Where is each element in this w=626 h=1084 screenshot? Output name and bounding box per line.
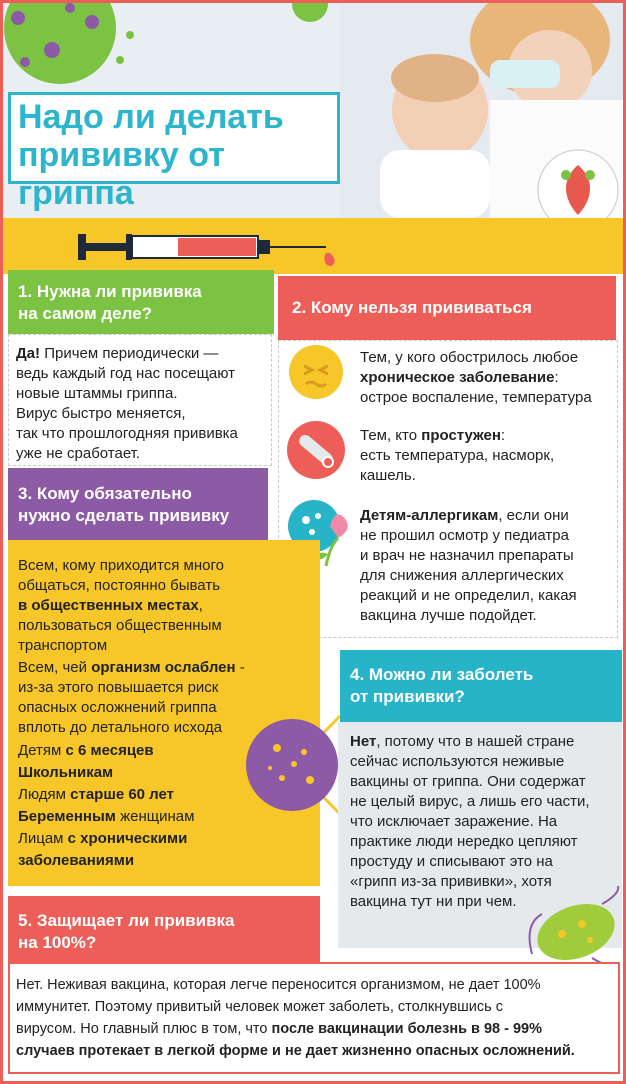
section2-item3 [360, 506, 616, 626]
section3-heading [18, 483, 229, 527]
section1-line-6: уже не сработает. [16, 445, 141, 462]
section3-p1-line2: общаться, постоянно бывать [18, 577, 221, 594]
doctor-child-photo [340, 0, 626, 218]
section3-b1-plain: Детям [18, 742, 66, 759]
section4-line7: простуду и списывают это на [350, 853, 553, 870]
section2-item2-colon: : [500, 427, 506, 444]
title-line-1: Надо ли делать [18, 98, 284, 136]
section4-line6: практике люди нередко цепляют [350, 833, 578, 850]
section1-line-4: Вирус быстро меняется, [16, 405, 186, 422]
section2-item3-line6: вакцина лучше подойдет. [360, 607, 537, 624]
section5-body [16, 974, 618, 1062]
section2-item3-line2: не прошил осмотр у педиатра [360, 527, 569, 544]
section2-item3-line5: реакций и не определил, какая [360, 587, 577, 604]
section5-heading [18, 910, 234, 954]
section2-item2-bold: простужен [421, 427, 501, 444]
section4-heading [350, 664, 533, 708]
section2-item2 [360, 426, 616, 486]
section5-line1: Нет. Неживая вакцина, которая легче переносится организмом, не дает 100% [16, 977, 541, 993]
section3-b4-rest: женщинам [115, 808, 195, 825]
section3-p2-line2: из-за этого повышается риск [18, 679, 219, 696]
section2-item1-colon: : [554, 369, 559, 386]
section3-b4-bold: Беременным [18, 808, 116, 825]
section1-body [16, 344, 272, 464]
section2-item2-line3: кашель. [360, 467, 416, 484]
section5-heading-line-2: на 100%? [18, 933, 97, 952]
section1-lead: Да! [16, 345, 41, 362]
section3-b3-plain: Людям [18, 786, 71, 803]
virus-small-icon [290, 0, 330, 30]
section1-heading [18, 281, 202, 325]
syringe-icon [78, 228, 348, 272]
section5-heading-line-1: 5. Защищает ли прививка [18, 911, 235, 930]
section4-line1-rest: , потому что в нашей стране [376, 733, 575, 750]
section3-p2-dash: - [235, 659, 245, 676]
section3-b3-bold: старше 60 лет [70, 786, 175, 803]
section2-item3-line3: и врач не назначил препараты [360, 547, 574, 564]
section3-b6-bold: заболеваниями [18, 852, 135, 869]
section5-line3-bold: после вакцинации болезнь в 98 - 99% [271, 1021, 543, 1037]
section3-p2-bold: организм ослаблен [91, 659, 236, 676]
section4-line4: не целый вирус, а лишь его части, [350, 793, 590, 810]
section3-b5-bold: с хроническими [67, 830, 188, 847]
section2-item3-rest: , если они [498, 507, 569, 524]
section4-heading-line-2: от прививки? [350, 687, 465, 706]
section2-item1-line3: острое воспаление, температура [360, 389, 592, 406]
sick-face-icon [288, 344, 344, 400]
section2-item1 [360, 348, 616, 408]
section2-item2-line2: есть температура, насморк, [360, 447, 555, 464]
section1-line-3: новые штаммы гриппа. [16, 385, 178, 402]
section5-line2: иммунитет. Поэтому привитый человек может заболеть, столкнувшись с [16, 999, 503, 1015]
title-line-2: прививку от гриппа [18, 136, 225, 212]
section4-heading-line-1: 4. Можно ли заболеть [350, 665, 534, 684]
section3-b5-plain: Лицам [18, 830, 68, 847]
section2-item3-bold: Детям-аллергикам [360, 507, 499, 524]
section3-heading-line-1: 3. Кому обязательно [18, 484, 192, 503]
virus-top-left-icon [0, 0, 160, 90]
section3-p1-line1: Всем, кому приходится много [18, 557, 224, 574]
thermometer-icon [286, 420, 346, 480]
section5-line3-plain: вирусом. Но главный плюс в том, что [16, 1021, 272, 1037]
section1-heading-line-1: 1. Нужна ли прививка [18, 282, 202, 301]
section3-p1-line4: пользоваться общественным [18, 617, 222, 634]
section3-p2-plain: Всем, чей [18, 659, 92, 676]
section4-line5: что исключает заражение. На [350, 813, 558, 830]
section4-line2: сейчас используются неживые [350, 753, 565, 770]
page-title [18, 98, 338, 212]
section2-item2-plain: Тем, кто [360, 427, 422, 444]
section4-line8: «грипп из-за прививки», хотя [350, 873, 552, 890]
section1-line-5: так что прошлогодняя прививка [16, 425, 238, 442]
section3-b2-bold: Школьникам [18, 764, 114, 781]
section3-heading-line-2: нужно сделать прививку [18, 506, 230, 525]
section3-b1-bold: с 6 месяцев [65, 742, 154, 759]
section3-p1-bold: в общественных местах [18, 597, 199, 614]
section5-line4-bold: случаев протекает в легкой форме и не дает жизненно опасных осложнений. [16, 1043, 575, 1059]
section3-p2-line4: вплоть до летального исхода [18, 719, 222, 736]
section3-p1-line5: транспортом [18, 637, 108, 654]
section1-line-2: ведь каждый год нас посещают [16, 365, 236, 382]
section2-item1-line1: Тем, у кого обострилось любое [360, 349, 579, 366]
section1-line-1: Причем периодически — [40, 345, 219, 362]
section2-item1-bold: хроническое заболевание [360, 369, 555, 386]
section3-p2-line3: опасных осложнений гриппа [18, 699, 217, 716]
section4-lead: Нет [350, 733, 377, 750]
section2-item3-line4: для снижения аллергических [360, 567, 564, 584]
section3-p1-comma: , [198, 597, 203, 614]
bacteria-icon [522, 884, 622, 970]
section1-heading-line-2: на самом деле? [18, 304, 153, 323]
section3-body [18, 556, 318, 872]
section4-line3: вакцины от гриппа. Они содержат [350, 773, 586, 790]
section4-line9: вакцина тут ни при чем. [350, 893, 517, 910]
section2-heading: 2. Кому нельзя прививаться [292, 298, 532, 317]
